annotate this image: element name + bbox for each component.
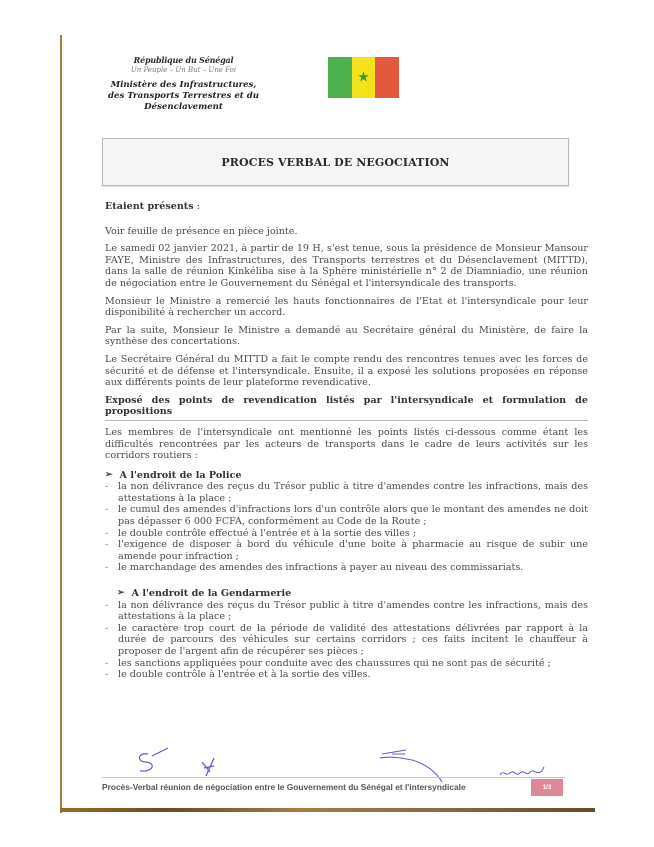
list-item: - le cumul des amendes d'infractions lors d'un contrôle alors que le montant des amendes ne doit pas dépasser 6 000 FCFA, conformément au Code de la Route ; [105, 504, 588, 527]
document-title-box [102, 138, 569, 186]
police-heading [105, 470, 588, 482]
republic-name: République du Sénégal [133, 55, 234, 65]
senegal-flag-icon [328, 57, 399, 98]
arrow-bullet-icon: ➢ [117, 588, 125, 599]
signature-2-icon [202, 758, 214, 776]
flag-yellow-band [352, 57, 376, 98]
list-item: - l'exigence de disposer à bord du véhicule d'une boite à pharmacie au risque de subir une amende pour infraction ; [105, 539, 588, 562]
paragraph-synthesis: Par la suite, Monsieur le Ministre a demandé au Secrétaire général du Ministère, de faire la synthèse des concertations. [105, 324, 588, 348]
flag-green-band [328, 57, 352, 98]
list-item: - le marchandage des amendes des infractions à payer au niveau des commissariats. [105, 562, 588, 574]
page-number-badge: 1/3 [531, 779, 563, 796]
section-intro: Les membres de l'intersyndicale ont mentionné les points listés ci-dessous comme étant les difficultés rencontrées par les acteurs de transports dans le cadre de leurs activités sur les corridors routiers : [105, 426, 588, 462]
national-motto: Un Peuple – Un But – Une Foi [130, 66, 237, 74]
star-icon: ★ [357, 69, 370, 86]
gendarmerie-heading-label: A l'endroit de la Gendarmerie [131, 588, 292, 600]
signatures [130, 742, 450, 782]
signature-1-icon [139, 748, 168, 771]
list-item: - la non délivrance des reçus du Trésor public à titre d'amendes contre les infractions, mais des attestations à la place ; [105, 481, 588, 504]
gendarmerie-list [105, 600, 588, 681]
gendarmerie-heading [105, 588, 588, 600]
list-item: - le caractère trop court de la période de validité des attestations délivrées par rapport à la durée de parcours des véhicules sur certains corridors ; ces faits incitent le chauffeur à proposer de l'argent afin de récupérer ses pièces ; [105, 623, 588, 658]
list-item: - la non délivrance des reçus du Trésor public à titre d'amendes contre les infractions, mais des attestations à la place ; [105, 600, 588, 623]
list-item: - le double contrôle effectué à l'entrée et à la sortie des villes ; [105, 528, 588, 540]
footer-text: Procès-Verbal réunion de négociation entre le Gouvernement du Sénégal et l'intersyndicale [102, 782, 466, 792]
present-label: Etaient présents [105, 201, 194, 212]
document-title: PROCES VERBAL DE NEGOCIATION [221, 155, 450, 169]
footer-divider [102, 777, 565, 778]
ministry-line-1: Ministère des Infrastructures, [110, 80, 257, 90]
flag-red-band [375, 57, 399, 98]
ministry-name [106, 80, 261, 113]
present-colon: : [193, 201, 200, 212]
paragraph-meeting: Le samedi 02 janvier 2021, à partir de 19 H, s'est tenue, sous la présidence de Monsieur Mansour FAYE, Ministre des Infrastructures, des Transports terrestres et du Désenclavement (MITTD), dans la salle de réunion Kinkéliba sise à la Sphère ministérielle n° 2 de Diamniadio, une réunion de négociation entre le Gouvernement du Sénégal et l'intersyndicale des transports. [105, 243, 588, 289]
police-list [105, 481, 588, 574]
paragraph-thanks: Monsieur le Ministre a remercié les hauts fonctionnaires de l'Etat et l'intersyndicale pour leur disponibilité à rechercher un accord. [105, 295, 588, 319]
page-bottom-edge [60, 808, 595, 812]
present-heading [105, 201, 588, 213]
ministry-line-3: Désenclavement [144, 102, 223, 112]
police-heading-label: A l'endroit de la Police [119, 469, 242, 481]
arrow-bullet-icon: ➢ [105, 469, 113, 480]
ministry-line-2: des Transports Terrestres et du [107, 91, 260, 101]
section-title: Exposé des points de revendication listés par l'intersyndicale et formulation de propositions [105, 395, 588, 421]
present-text: Voir feuille de présence en pièce jointe. [105, 225, 298, 237]
document-body [105, 201, 588, 681]
list-item: - le double contrôle à l'entrée et à la sortie des villes. [105, 669, 588, 681]
letterhead [106, 55, 261, 113]
list-item: - les sanctions appliquées pour conduite avec des chaussures qui ne sont pas de sécurité ; [105, 658, 588, 670]
paragraph-report: Le Secrétaire Général du MITTD a fait le compte rendu des rencontres tenues avec les forces de sécurité et de défense et l'intersyndicale. Ensuite, il a exposé les solutions proposées en réponse aux différents points de leur plateforme revendicative. [105, 353, 588, 389]
